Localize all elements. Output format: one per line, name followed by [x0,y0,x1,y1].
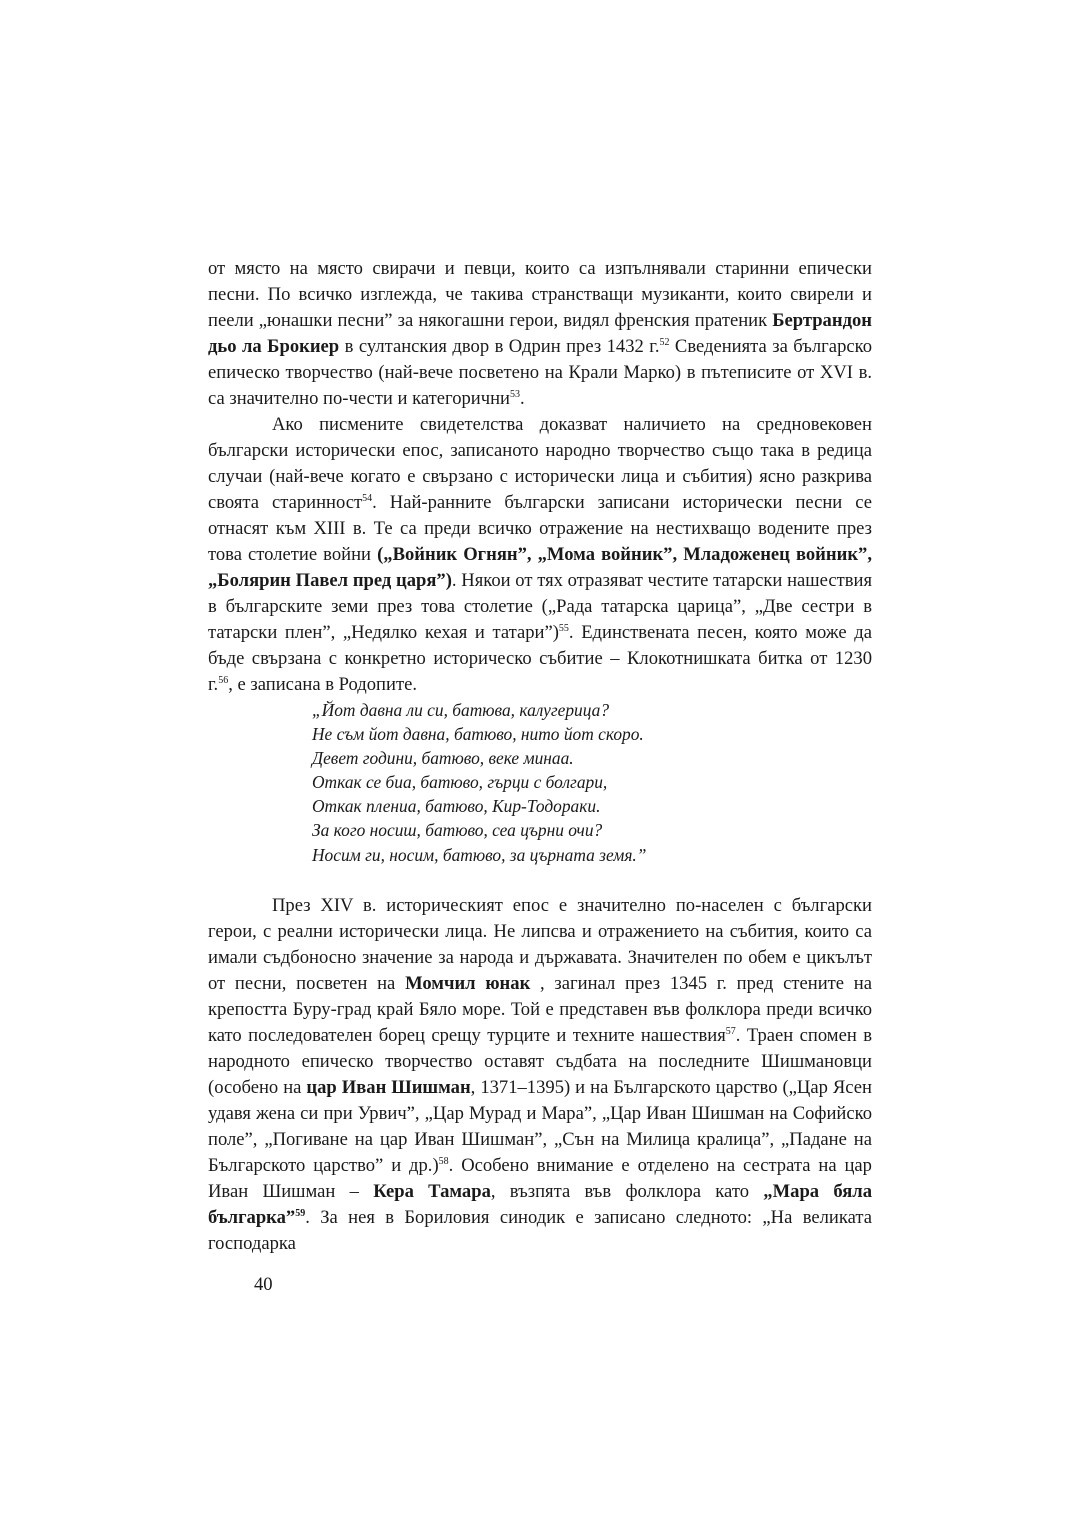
text-run: . Особено внимание е отделено на сестрата на цар Иван Шишман – [208,1154,872,1202]
bold-text: Кера Тамара [373,1180,491,1202]
spacer [208,867,872,893]
text-run: Сведенията за българско епическо творчество (най-вече посветено на Крали Марко) в пътеписите от XVI в. са значително по-чести и категорични [208,336,872,409]
text-run: , 1371–1395) и на Българското царство („Цар Ясен удавя жена си при Урвич”, „Цар Мурад и Мара”, „Цар Иван Шишман на Софийско поле”, „Погиване на цар Иван Шишман”, „Сън на Милица кралица”, „Падане на Българското царство” и др.) [208,1076,872,1176]
bold-text: („Войник Огнян”, „Мома войник”, Младоженец войник”, „Болярин Павел пред царя”) [208,544,872,591]
footnote-ref: 54 [362,493,373,504]
text-run: През XIV в. историческият епос е значително по-населен с български герои, с реални исторически лица. Не липсва и отражението на събития, които са имали съдбоносно значение за народа и държавата. Значителен по обем е цикълът от песни, посветен на [208,894,872,994]
paragraph-3 [208,893,872,1257]
footnote-ref: 56 [218,675,229,686]
text-run: , е записана в Родопите. [228,674,417,695]
verse-line: Откак плениа, батюво, Кир-Тодораки. [312,796,601,817]
paragraph-2 [208,412,872,698]
footnote-ref: 55 [558,623,569,634]
text-run: в султанския двор в Одрин през 1432 г. [339,336,660,357]
verse-line: Откак се биа, батюво, гърци с болгари, [312,772,608,793]
text-run: от място на място свирачи и певци, които са изпълнявали старинни епически песни. По всичко изглежда, че такива странстващи музиканти, които свирели и пеели „юнашки песни” за някогашни герои, видял френския пратеник [208,258,872,331]
bold-text: Момчил юнак [405,972,531,994]
text-run: . Най-ранните български записани исторически песни се отнасят към XIII в. Те са преди всичко отражение на нестихващо водените през това столетие войни [208,492,872,565]
footnote-ref: 53 [510,389,520,400]
verse-line: Девет години, батюво, веке минаа. [312,748,574,769]
footnote-ref: 59 [295,1207,306,1219]
text-run: . [520,388,525,409]
verse-line: Не съм йот давна, батюво, нито йот скоро. [312,724,644,745]
bold-text: цар Иван Шишман [306,1076,471,1098]
text-run: . Някои от тях отразяват честите татарски нашествия в българските земи през това столетие („Рада татарска царица”, „Две сестри в татарски плен”, „Недялко кехая и татари”) [208,570,872,643]
text-run: , възпята във фолклора като [490,1180,764,1202]
footnote-ref: 57 [725,1025,736,1037]
page-number: 40 [254,1274,273,1295]
verse-line: За кого носиш, батюво, сеа църни очи? [312,820,603,841]
verse-quote [312,698,872,867]
text-run: . Единствената песен, която може да бъде свързана с конкретно историческо събитие – Клокотнишката битка от 1230 г. [208,622,872,695]
text-run: . Траен спомен в народното епическо творчество оставят съдбата на последните Шишмановци (особено на [208,1024,872,1098]
verse-line: „Йот давна ли си, батюва, калугерица? [312,700,610,720]
text-run: Ако писмените свидетелства доказват наличието на средновековен български исторически епос, записаното народно творчество също така в редица случаи (най-вече когато е свързано с исторически лица и събития) ясно разкрива своята старинност [208,414,872,513]
verse-line: Носим ги, носим, батюво, за църната земя.” [312,844,647,865]
text-run: , загинал през 1345 г. пред стените на крепостта Буру-град край Бяло море. Той е представен във фолклора преди всичко като последователен борец срещу турците и техните нашествия [208,972,872,1046]
paragraph-1 [208,256,872,412]
footnote-ref: 52 [659,337,670,348]
body-text [208,256,872,1257]
bold-text: Бертрандон дьо ла Брокиер [208,310,872,357]
bold-text: „Мара бяла българка” [208,1180,872,1228]
footnote-ref: 58 [438,1155,449,1167]
text-run: . За нея в Бориловия синодик е записано следното: „На великата господарка [208,1206,872,1254]
